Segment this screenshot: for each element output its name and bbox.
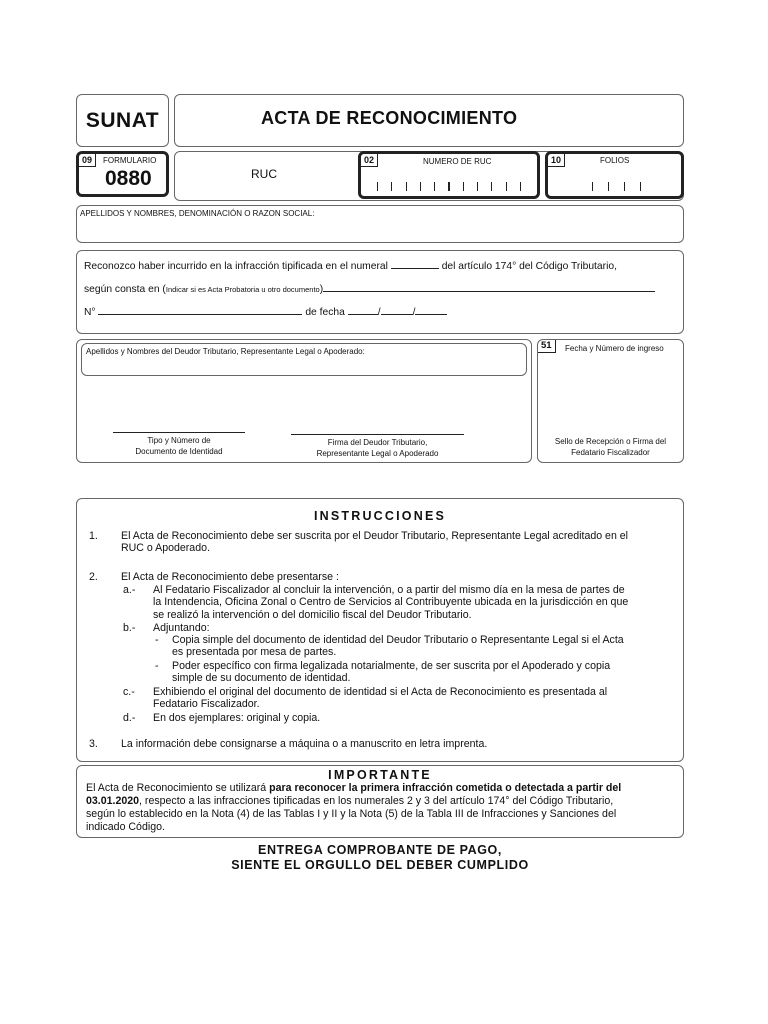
day-blank[interactable] [348,303,378,315]
ruc-label: RUC [251,167,277,181]
instruction-text: la Intendencia, Oficina Zonal o Centro de Servicios al Contribuyente ubicada en la jurisdicción en que [153,596,629,609]
declaration-text: de fecha [305,307,345,318]
declaration-box [76,250,684,334]
box51-label: Fecha y Número de ingreso [565,344,664,353]
important-line: según lo establecido en la Nota (4) de las Tablas I y II y la Nota (5) de la Tabla III de Infracciones y Sanciones del [86,808,617,820]
instruction-text: Poder específico con firma legalizada notarialmente, de ser suscrita por el Apoderado y copia [172,660,611,672]
instruction-item-2: El Acta de Reconocimiento debe presentarse : [121,571,339,583]
instructions-box [76,498,684,762]
tipo-documento-text: Tipo y Número de [147,436,211,445]
year-blank[interactable] [415,303,447,315]
instruction-text: Al Fedatario Fiscalizador al concluir la intervención, o a partir del mismo día en la mesa de partes de [153,584,625,596]
declaration-line-3 [84,303,447,320]
firma-text: Representante Legal o Apoderado [316,449,439,458]
instruction-item-2c [153,686,607,711]
ruc-digit-ticks [377,182,521,191]
numero-blank[interactable] [98,303,302,315]
recepcion-box[interactable] [537,339,684,463]
declaration-line-2 [84,280,655,297]
formulario-label: FORMULARIO [103,156,157,165]
sello-label [538,436,683,458]
important-line [86,782,621,795]
folios-digit-ticks [592,182,641,191]
declaration-line-1 [84,257,617,274]
firma-label [281,437,474,459]
sub-label: a.- [123,584,136,596]
sub-label: c.- [123,686,135,698]
important-date: 03.01.2020 [86,795,140,807]
instruction-text: RUC o Apoderado. [121,542,210,555]
date-separator: / [412,307,416,318]
tipo-documento-line[interactable] [113,432,245,433]
sello-text: Fedatario Fiscalizador [571,448,650,457]
footer-slogan [76,843,684,873]
important-text-span: , respecto a las infracciones tipificadas en los numerales 2 y 3 del artículo 174° del Código Tributario, [139,795,614,807]
declaration-text: del artículo 174° del Código Tributario, [441,261,617,272]
sello-text: Sello de Recepción o Firma del [554,437,667,446]
instruction-item-1 [121,530,628,555]
sub-label: b.- [123,622,136,634]
title-box [174,94,684,147]
instruction-number: 1. [89,530,98,542]
instruction-item-2a [153,584,628,621]
bullet-dash: - [155,660,159,672]
declaration-text: según consta en ( [84,284,166,295]
field-number: 10 [548,154,565,167]
numeral-blank[interactable] [391,257,439,269]
apellidos-field[interactable] [76,205,684,243]
footer-line: ENTREGA COMPROBANTE DE PAGO, [258,843,502,857]
documento-blank[interactable] [323,280,655,292]
firma-line[interactable] [291,434,464,435]
formulario-code: 0880 [105,167,152,190]
ruc-number-field[interactable] [358,151,540,199]
bullet-dash: - [155,634,159,646]
declaration-text: ) [319,284,324,295]
field-number: 02 [361,154,378,167]
ruc-number-label: NUMERO DE RUC [423,157,492,166]
page-title: ACTA DE RECONOCIMIENTO [261,108,518,128]
folios-field[interactable] [545,151,684,199]
important-text-span: El Acta de Reconocimiento se utilizará [86,782,270,794]
signature-box [76,339,532,463]
declaration-hint: Indicar si es Acta Probatoria u otro documento [165,285,320,294]
tipo-documento-label [113,435,245,457]
instruction-text: se realizó la intervención o del domicilio fiscal del Deudor Tributario. [153,608,472,621]
instruction-item-3: La información debe consignarse a máquina o a manuscrito en letra imprenta. [121,738,488,750]
footer-line: SIENTE EL ORGULLO DEL DEBER CUMPLIDO [231,858,529,872]
formulario-box [76,151,169,197]
instruction-number: 3. [89,738,98,750]
instruction-item-2b-2 [172,660,610,685]
instruction-item-2b: Adjuntando: [153,622,210,634]
instruction-number: 2. [89,571,98,583]
instruction-text: Fedatario Fiscalizador. [153,698,260,711]
deudor-name-field[interactable] [81,343,527,376]
instruction-text: simple de su documento de identidad. [172,672,351,685]
sunat-logo: SUNAT [85,109,160,132]
instruction-text: El Acta de Reconocimiento debe ser suscrita por el Deudor Tributario, Representante Legal acreditado en el [121,530,629,542]
tipo-documento-text: Documento de Identidad [135,447,223,456]
firma-text: Firma del Deudor Tributario, [327,438,428,447]
instruction-text: Exhibiendo el original del documento de identidad si el Acta de Reconocimiento es presentada al [153,686,608,698]
declaration-text: N° [84,307,96,318]
instruction-text: Copia simple del documento de identidad del Deudor Tributario o Representante Legal si el Acta [172,634,624,646]
field-number: 09 [79,154,96,167]
folios-label: FOLIOS [600,156,630,165]
important-title: IMPORTANTE [328,768,432,782]
sub-label: d.- [123,712,136,724]
sunat-logo-box [76,94,169,147]
date-separator: / [377,307,381,318]
field-number: 51 [538,340,556,353]
important-line: indicado Código. [86,821,165,833]
important-line [86,795,621,808]
important-text-bold: para reconocer la primera infracción cometida o detectada a partir del [269,782,622,794]
important-text [86,782,621,834]
instruction-item-2b-1 [172,634,624,659]
instructions-title: INSTRUCCIONES [313,509,447,523]
instruction-item-2d: En dos ejemplares: original y copia. [153,712,321,724]
deudor-label: Apellidos y Nombres del Deudor Tributario, Representante Legal o Apoderado: [86,347,365,356]
instruction-text: es presentada por mesa de partes. [172,646,337,659]
month-blank[interactable] [381,303,413,315]
declaration-text: Reconozco haber incurrido en la infracción tipificada en el numeral [84,261,388,272]
important-box [76,765,684,838]
apellidos-label: APELLIDOS Y NOMBRES, DENOMINACIÓN O RAZON SOCIAL: [80,209,315,218]
